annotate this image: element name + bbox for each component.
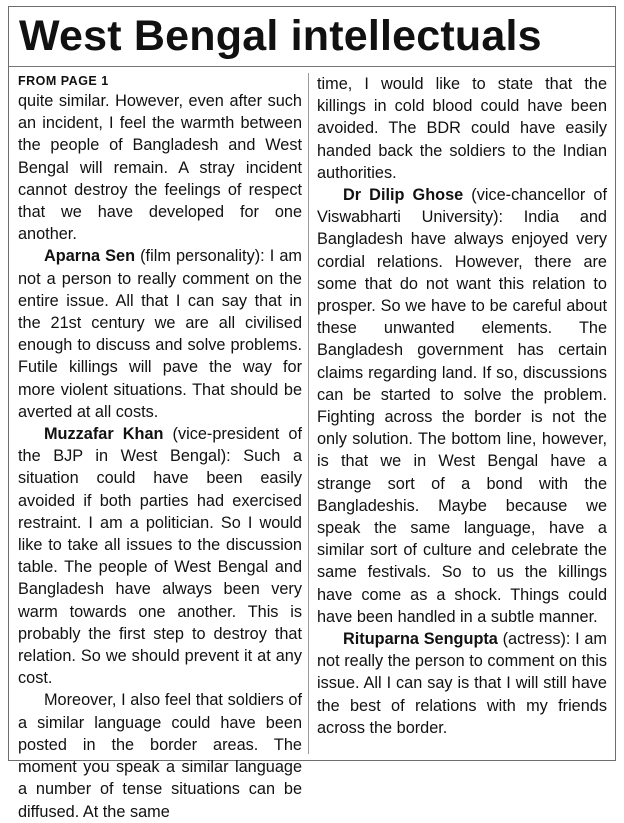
paragraph: time, I would like to state that the killings in cold blood could have been avoided. The BDR could have easily handed back the soldiers to the Indian authorities. xyxy=(317,75,607,182)
paragraph xyxy=(18,423,302,689)
quote-text: (actress): I am not really the person to comment on this issue. All I can say is that I will still have the best of relations with my friends across the border. xyxy=(317,630,607,737)
left-column xyxy=(18,73,302,823)
paragraph: Moreover, I also feel that soldiers of a similar language could have been posted in the border areas. The moment you speak a similar language a number of tense situations can be diffused. At the same xyxy=(18,691,302,821)
paragraph: quite similar. However, even after such an incident, I feel the warmth between the people of Bangladesh and West Bengal will remain. A stray incident cannot destroy the feelings of respect that we have developed for one another. xyxy=(18,92,302,244)
speaker-name: Muzzafar Khan xyxy=(44,425,164,444)
paragraph xyxy=(18,245,302,423)
headline-rule xyxy=(9,66,615,67)
quote-text: (vice-president of the BJP in West Bengal): Such a situation could have been easily avoided if both parties had exercised restraint. I am a politician. So I would like to take all issues to the discussion table. The people of West Bengal and Bangladesh have always been very warm towards one another. This is probably the first step to destroy that relation. So we should prevent it at any cost. xyxy=(18,425,302,688)
right-column xyxy=(317,73,607,739)
paragraph xyxy=(317,184,607,628)
paragraph xyxy=(317,628,607,739)
speaker-name: Rituparna Sengupta xyxy=(343,630,498,649)
column-divider xyxy=(308,73,309,754)
kicker: FROM PAGE 1 xyxy=(18,74,109,88)
speaker-name: Dr Dilip Ghose xyxy=(343,186,464,205)
speaker-name: Aparna Sen xyxy=(44,247,136,266)
quote-text: (vice-chancellor of Viswabharti University): India and Bangladesh have always enjoyed very cordial relations. However, there are some that do not want this relation to prosper. So we have to be careful about these unwanted elements. The Bangladesh government has certain claims regarding land. If so, discussions can be started to solve the problem. Fighting across the border is not the only solution. The bottom line, however, is that we in West Bengal have a strange sort of a bond with the Bangladeshis. Maybe because we speak the same language, have a similar sort of culture and celebrate the same festivals. So to us the killings have come as a shock. Things could have been handled in a subtle manner. xyxy=(317,186,607,626)
headline: West Bengal intellectuals xyxy=(19,12,542,60)
newspaper-clipping xyxy=(8,6,616,821)
quote-text: (film personality): I am not a person to really comment on the entire issue. All that I can say that in the 21st century we are all civilised enough to discuss and solve problems. Futile killings will pave the way for more violent situations. That should be averted at all costs. xyxy=(18,247,302,421)
